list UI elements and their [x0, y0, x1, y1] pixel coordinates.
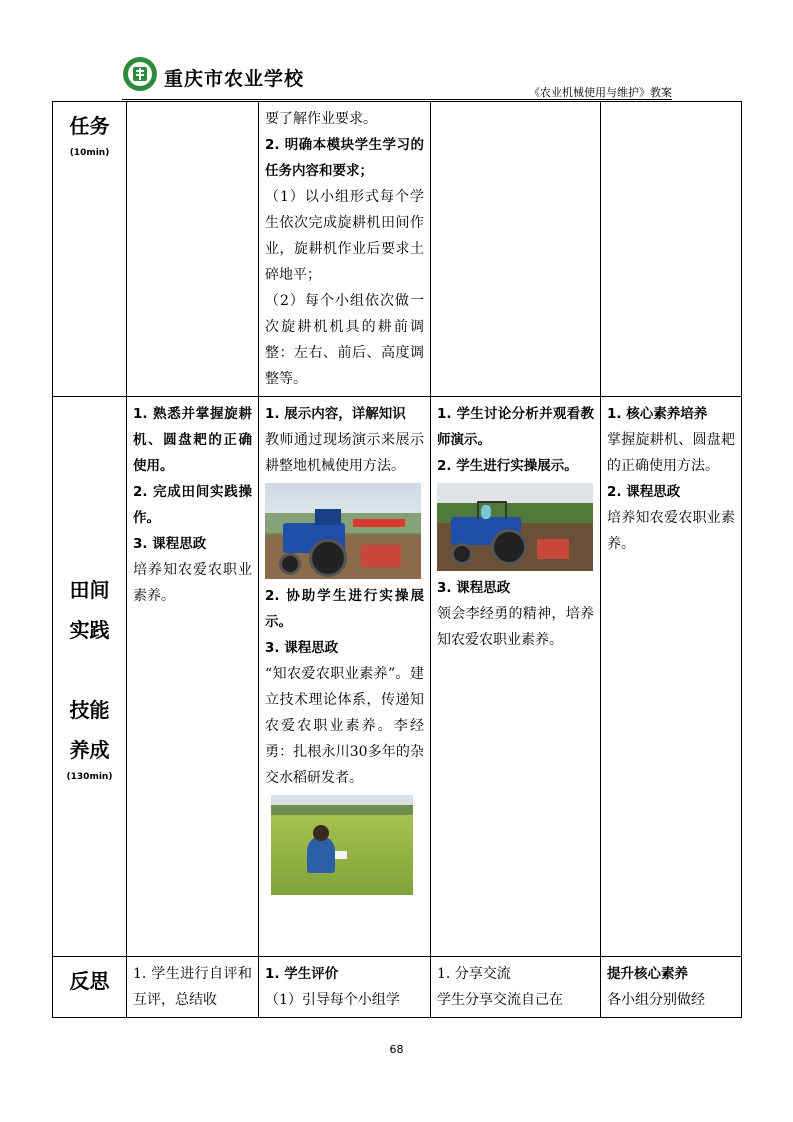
list-item: “知农爱农职业素养”。建立技术理论体系，传递知农爱农职业素养。李经勇：扎根永川30多年的杂交水稻研发者。: [265, 666, 424, 786]
list-item: 1. 核心素养培养: [607, 406, 708, 422]
stage-time: (130min): [66, 771, 113, 782]
list-item: 提升核心素养: [607, 966, 688, 982]
list-item: 掌握旋耕机、圆盘耙的正确使用方法。: [607, 432, 735, 474]
list-item: 3. 课程思政: [265, 640, 339, 656]
page-number: 68: [389, 1043, 404, 1056]
list-item: 2. 明确本模块学生学习的任务内容和要求；: [265, 137, 424, 179]
table-row: [53, 397, 742, 957]
table-row: [53, 102, 742, 397]
list-item: （2）每个小组依次做一次旋耕机机具的耕前调整：左右、前后、高度调整等。: [265, 293, 424, 387]
stage-label: 任务: [69, 114, 110, 138]
list-item: 1. 展示内容，详解知识: [265, 406, 406, 422]
student-activity-cell: [431, 102, 601, 397]
document-title: 《农业机械使用与维护》教案: [529, 86, 672, 99]
list-item: 1. 熟悉并掌握旋耕机、圆盘耙的正确使用。: [133, 406, 252, 474]
rice-field-photo: [271, 795, 413, 895]
list-item: 2. 完成田间实践操作。: [133, 484, 252, 526]
student-activity-cell: [431, 397, 601, 957]
list-item: 领会李经勇的精神，培养知农爱农职业素养。: [437, 606, 594, 648]
page-header: [122, 56, 672, 100]
list-item: 3. 课程思政: [437, 580, 511, 596]
list-item: 3. 课程思政: [133, 536, 207, 552]
list-item: 各小组分别做经: [607, 992, 705, 1008]
student-tractor-photo: [437, 483, 593, 571]
list-item: 教师通过现场演示来展示耕整地机械使用方法。: [265, 432, 424, 474]
stage-time: (10min): [69, 148, 110, 158]
list-item: 1. 分享交流: [437, 966, 511, 982]
design-intent-cell: [601, 957, 742, 1018]
list-item: 要了解作业要求。: [265, 111, 377, 127]
stage-cell: [53, 957, 127, 1018]
stage-cell: [53, 102, 127, 397]
list-item: 1. 学生进行自评和互评，总结收: [133, 966, 252, 1008]
stage-label: 田间: [69, 577, 110, 602]
list-item: （1）以小组形式每个学生依次完成旋耕机田间作业，旋耕机作业后要求土碎地平；: [265, 189, 424, 283]
content-cell: [127, 102, 259, 397]
list-item: 2. 课程思政: [607, 484, 681, 500]
stage-label: 技能: [69, 697, 110, 722]
school-name: 重庆市农业学校: [164, 68, 305, 90]
stage-spacer: [59, 650, 120, 690]
list-item: 2. 学生进行实操展示。: [437, 458, 578, 474]
design-intent-cell: [601, 102, 742, 397]
stage-label: 实践: [69, 617, 110, 642]
table-row: [53, 957, 742, 1018]
stage-cell: [53, 397, 127, 957]
teacher-activity-cell: [259, 397, 431, 957]
school-logo-icon: [122, 56, 158, 92]
list-item: 1. 学生评价: [265, 966, 339, 982]
lesson-plan-table: [52, 101, 742, 1018]
tractor-demo-photo: [265, 483, 421, 579]
list-item: 培养知农爱农职业素养。: [607, 510, 735, 552]
list-item: 学生分享交流自己在: [437, 992, 563, 1008]
content-cell: [127, 957, 259, 1018]
design-intent-cell: [601, 397, 742, 957]
list-item: （1）引导每个小组学: [265, 992, 400, 1008]
list-item: 1. 学生讨论分析并观看教师演示。: [437, 406, 594, 448]
teacher-activity-cell: [259, 957, 431, 1018]
list-item: 2. 协助学生进行实操展示。: [265, 588, 424, 630]
stage-label: 反思: [69, 969, 110, 993]
student-activity-cell: [431, 957, 601, 1018]
stage-label: 养成: [69, 737, 110, 762]
header-rule: [122, 99, 672, 100]
content-cell: [127, 397, 259, 957]
list-item: 培养知农爱农职业素养。: [133, 562, 252, 604]
teacher-activity-cell: [259, 102, 431, 397]
